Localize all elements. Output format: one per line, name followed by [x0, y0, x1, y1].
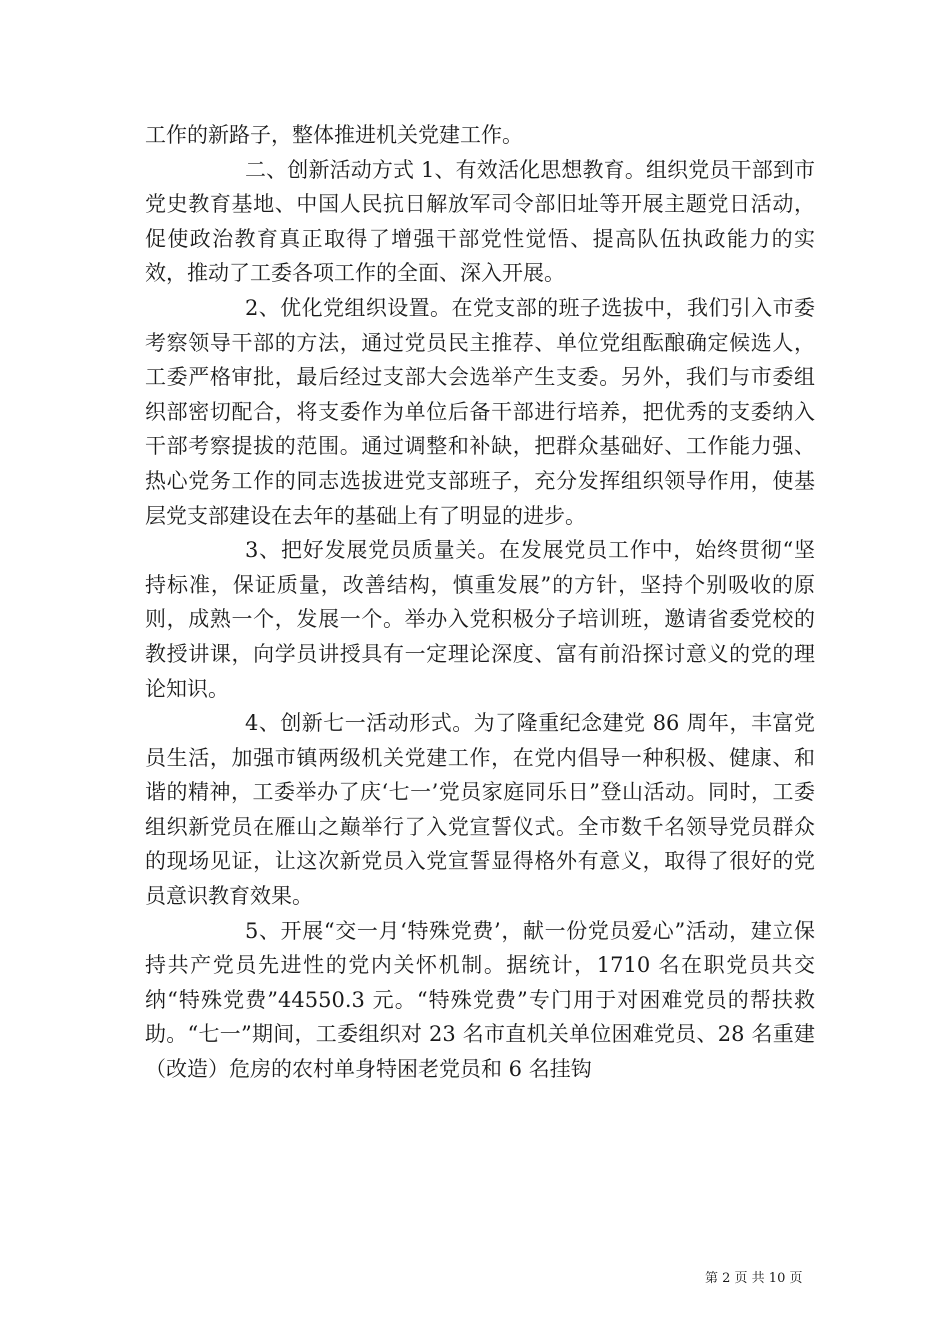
paragraph-item-four: 4、创新七一活动形式。为了隆重纪念建党 86 周年，丰富党员生活，加强市镇两级机关党建工作，在党内倡导一种积极、健康、和谐的精神，工委举办了庆‘七一’党员家庭同乐日”登山活动。同时，工委组织新党员在雁山之巅举行了入党宣誓仪式。全市数千名领导党员群众的现场见证，让这次新党员入党宣誓显得格外有意义，取得了很好的党员意识教育效果。 [145, 711, 815, 909]
paragraph-item-three: 3、把好发展党员质量关。在发展党员工作中，始终贯彻“坚持标准，保证质量，改善结构，慎重发展”的方针，坚持个别吸收的原则，成熟一个，发展一个。举办入党积极分子培训班，邀请省委党校的教授讲课，向学员讲授具有一定理论深度、富有前沿探讨意义的党的理论知识。 [145, 538, 815, 701]
paragraph-section-two: 二、创新活动方式 1、有效活化思想教育。组织党员干部到市党史教育基地、中国人民抗日解放军司令部旧址等开展主题党日活动，促使政治教育真正取得了增强干部党性觉悟、提高队伍执政能力的实效，推动了工委各项工作的全面、深入开展。 [145, 157, 815, 286]
document-body [145, 118, 815, 1087]
page-number-footer: 第 2 页 共 10 页 [705, 1271, 803, 1286]
paragraph-item-two: 2、优化党组织设置。在党支部的班子选拔中，我们引入市委考察领导干部的方法，通过党员民主推荐、单位党组酝酿确定候选人，工委严格审批，最后经过支部大会选举产生支委。另外，我们与市委组织部密切配合，将支委作为单位后备干部进行培养，把优秀的支委纳入干部考察提拔的范围。通过调整和补缺，把群众基础好、工作能力强、热心党务工作的同志选拔进党支部班子，充分发挥组织领导作用，使基层党支部建设在去年的基础上有了明显的进步。 [145, 295, 815, 528]
paragraph-item-five: 5、开展“交一月‘特殊党费’，献一份党员爱心”活动，建立保持共产党员先进性的党内关怀机制。据统计，1710 名在职党员共交纳“特殊党费”44550.3 元。“特殊党费”专门用于对困难党员的帮扶救助。“七一”期间，工委组织对 23 名市直机关单位困难党员、28 名重建（改造）危房的农村单身特困老党员和 6 名挂钩 [145, 918, 815, 1082]
paragraph-continuation: 工作的新路子，整体推进机关党建工作。 [145, 123, 523, 147]
